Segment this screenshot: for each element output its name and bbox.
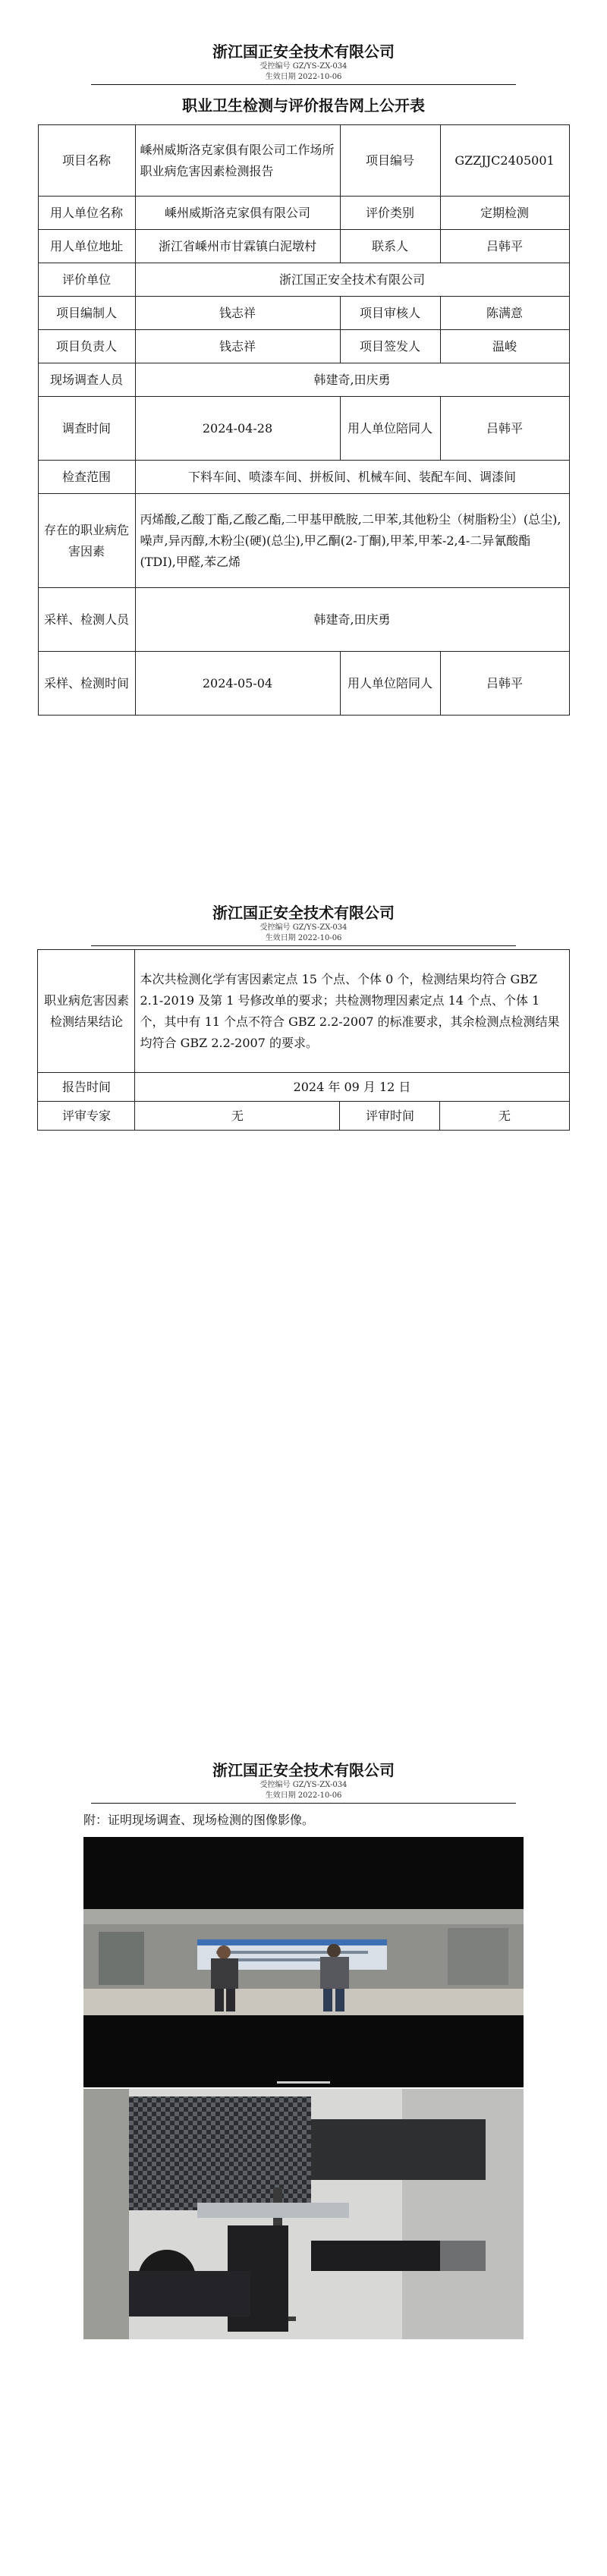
cell-label: 用人单位名称 <box>38 197 135 230</box>
detection-conclusion: 本次共检测化学有害因素定点 15 个点、个体 0 个，检测结果均符合 GBZ 2.1-2019 及第 1 号修改单的要求；共检测物理因素定点 14 个点、个体 1 个，其中有 11 个点不符合 GBZ 2.2-2007 的标准要求，其余检测点检测结果均符合 GBZ 2.2-2007 的要求。 <box>135 950 569 1073</box>
cell-label: 用人单位陪同人 <box>340 397 440 461</box>
cell-label: 评审专家 <box>38 1102 135 1131</box>
project-name: 嵊州威斯洛克家俱有限公司工作场所职业病危害因素检测报告 <box>135 125 340 197</box>
project-number: GZZJJC2405001 <box>440 125 569 197</box>
escort-2: 吕韩平 <box>440 652 569 716</box>
cell-label: 评价类别 <box>340 197 440 230</box>
control-number: 受控编号 GZ/YS-ZX-034 <box>259 1781 348 1789</box>
cell-label: 联系人 <box>340 230 440 263</box>
cell-label: 项目编号 <box>340 125 440 197</box>
page-header <box>91 903 516 944</box>
cell-label: 报告时间 <box>38 1073 135 1102</box>
page-1 <box>0 42 607 716</box>
table-row <box>38 230 569 263</box>
table-row <box>38 1102 569 1131</box>
table-row <box>38 330 569 363</box>
contact-person: 吕韩平 <box>440 230 569 263</box>
inspection-scope: 下料车间、喷漆车间、拼板间、机械车间、装配车间、调漆间 <box>135 461 569 494</box>
site-photo-detection <box>83 2089 524 2339</box>
table-row <box>38 652 569 716</box>
table-row <box>38 297 569 330</box>
cell-label: 项目签发人 <box>340 330 440 363</box>
employer-name: 嵊州威斯洛克家俱有限公司 <box>135 197 340 230</box>
eval-type: 定期检测 <box>440 197 569 230</box>
cell-label: 项目审核人 <box>340 297 440 330</box>
page-2 <box>0 903 607 1131</box>
table-row <box>38 397 569 461</box>
cell-label: 用人单位地址 <box>38 230 135 263</box>
cell-label: 职业病危害因素检测结果结论 <box>38 950 135 1073</box>
company-name: 浙江国正安全技术有限公司 <box>212 1761 395 1779</box>
cell-label: 采样、检测人员 <box>38 588 135 652</box>
compiler: 钱志祥 <box>135 297 340 330</box>
survey-time: 2024-04-28 <box>135 397 340 461</box>
table-row <box>38 461 569 494</box>
table-row <box>38 125 569 197</box>
company-name: 浙江国正安全技术有限公司 <box>212 42 395 61</box>
page-3 <box>0 1760 607 2339</box>
table-row <box>38 950 569 1073</box>
table-row <box>38 363 569 397</box>
review-time: 无 <box>440 1102 569 1131</box>
detection-photo-image <box>83 2089 524 2339</box>
cell-label: 调查时间 <box>38 397 135 461</box>
cell-label: 现场调查人员 <box>38 363 135 397</box>
disclosure-table <box>38 124 570 716</box>
site-photo-survey <box>83 1837 524 2087</box>
cell-label: 评审时间 <box>340 1102 440 1131</box>
survey-photo-image <box>83 1837 524 2087</box>
sampling-staff: 韩建奇,田庆勇 <box>135 588 569 652</box>
table-row <box>38 494 569 588</box>
cell-label: 项目编制人 <box>38 297 135 330</box>
cell-label: 项目负责人 <box>38 330 135 363</box>
investigators: 韩建奇,田庆勇 <box>135 363 569 397</box>
project-leader: 钱志祥 <box>135 330 340 363</box>
sampling-time: 2024-05-04 <box>135 652 340 716</box>
header-divider <box>91 1803 516 1804</box>
review-experts: 无 <box>135 1102 340 1131</box>
issuer: 温峻 <box>440 330 569 363</box>
control-number: 受控编号 GZ/YS-ZX-034 <box>259 923 348 932</box>
table-row <box>38 197 569 230</box>
cell-label: 检查范围 <box>38 461 135 494</box>
escort: 吕韩平 <box>440 397 569 461</box>
cell-label: 采样、检测时间 <box>38 652 135 716</box>
control-number: 受控编号 GZ/YS-ZX-034 <box>259 62 348 71</box>
effective-date: 生效日期 2022-10-06 <box>265 1791 342 1800</box>
document-title: 职业卫生检测与评价报告网上公开表 <box>182 96 425 115</box>
page-header <box>91 42 516 83</box>
report-time: 2024 年 09 月 12 日 <box>135 1073 569 1102</box>
cell-label: 评价单位 <box>38 263 135 297</box>
company-name: 浙江国正安全技术有限公司 <box>212 904 395 922</box>
attachment-caption: 附：证明现场调查、现场检测的图像影像。 <box>83 1813 315 1827</box>
page-header <box>91 1760 516 1801</box>
cell-label: 用人单位陪同人 <box>340 652 440 716</box>
effective-date: 生效日期 2022-10-06 <box>265 73 342 81</box>
eval-unit: 浙江国正安全技术有限公司 <box>135 263 569 297</box>
table-row <box>38 1073 569 1102</box>
header-divider <box>91 84 516 85</box>
effective-date: 生效日期 2022-10-06 <box>265 934 342 942</box>
reviewer: 陈满意 <box>440 297 569 330</box>
header-divider <box>91 945 516 946</box>
employer-address: 浙江省嵊州市甘霖镇白泥墩村 <box>135 230 340 263</box>
cell-label: 存在的职业病危害因素 <box>38 494 135 588</box>
hazard-factors: 丙烯酸,乙酸丁酯,乙酸乙酯,二甲基甲酰胺,二甲苯,其他粉尘（树脂粉尘）(总尘),噪声,异丙醇,木粉尘(硬)(总尘),甲乙酮(2-丁酮),甲苯,甲苯-2,4-二异氰酸酯(TDI),甲醛,苯乙烯 <box>135 494 569 588</box>
table-row <box>38 588 569 652</box>
table-row <box>38 263 569 297</box>
cell-label: 项目名称 <box>38 125 135 197</box>
conclusion-table <box>37 949 569 1131</box>
